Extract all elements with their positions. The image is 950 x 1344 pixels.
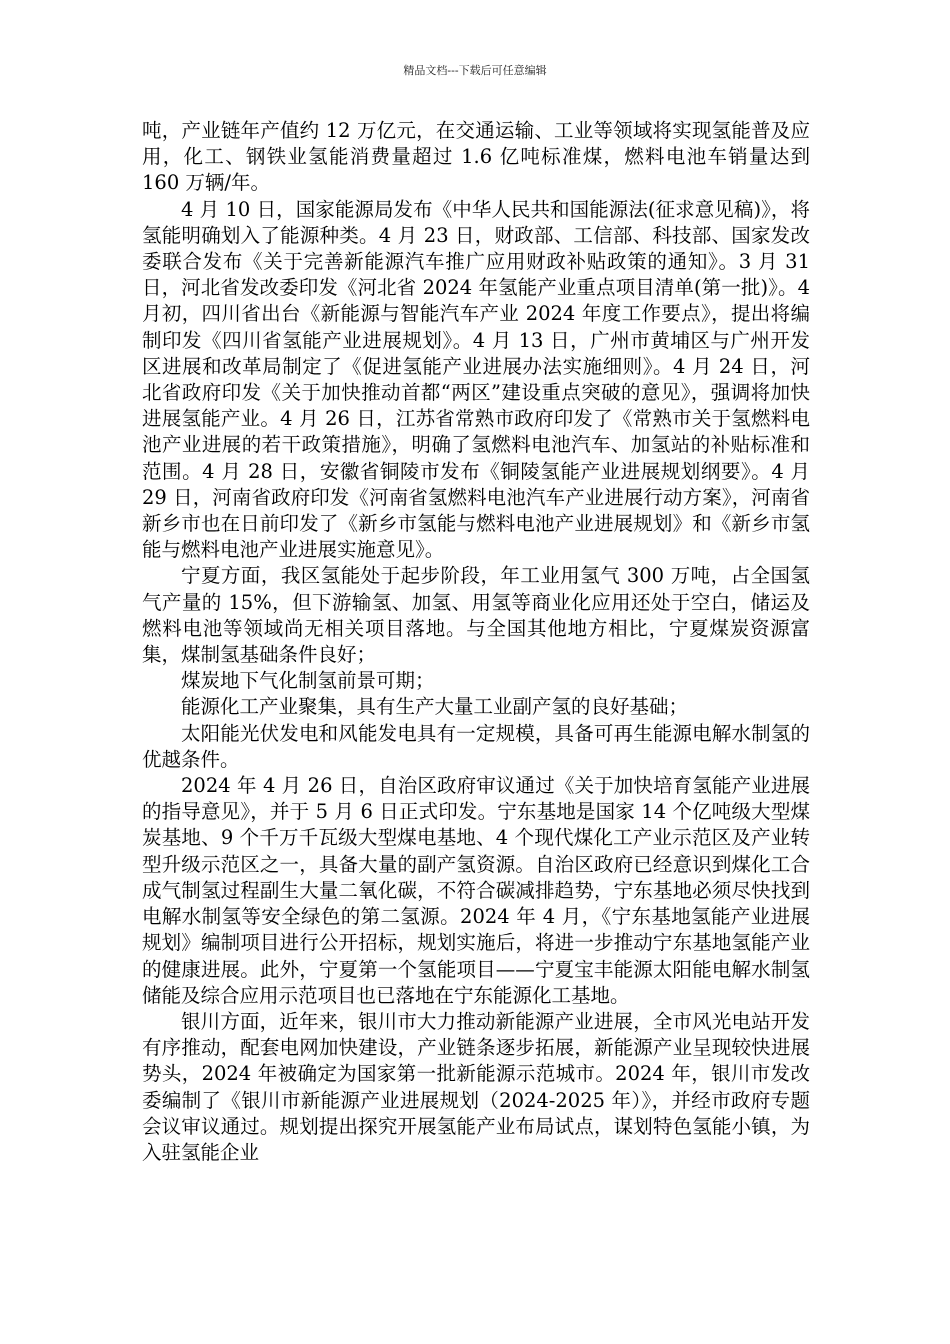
page-header: 精品文档---下载后可任意编辑 (403, 64, 547, 77)
paragraph: 吨，产业链年产值约 12 万亿元，在交通运输、工业等领域将实现氢能普及应用，化工、钢铁业氢能消费量超过 1.6 亿吨标准煤，燃料电池车销量达到 160 万辆/年。 (142, 119, 810, 195)
paragraph: 煤炭地下气化制氢前景可期； (181, 669, 435, 693)
paragraph: 宁夏方面，我区氢能处于起步阶段，年工业用氢气 300 万吨，占全国氢气产量的 15%，但下游输氢、加氢、用氢等商业化应用还处于空白，储运及燃料电池等领域尚无相关项目落地。与全国其他地方相比，宁夏煤炭资源富集，煤制氢基础条件良好； (142, 564, 810, 667)
paragraph: 2024 年 4 月 26 日，自治区政府审议通过《关于加快培育氢能产业进展的指导意见》，并于 5 月 6 日正式印发。宁东基地是国家 14 个亿吨级大型煤炭基地、9 个千万千瓦级大型煤电基地、4 个现代煤化工产业示范区及产业转型升级示范区之一，具备大量的副产氢资源。自治区政府已经意识到煤化工合成气制氢过程副生大量二氧化碳，不符合碳减排趋势，宁东基地必须尽快找到电解水制氢等安全绿色的第二氢源。2024 年 4 月，《宁东基地氢能产业进展规划》编制项目进行公开招标，规划实施后，将进一步推动宁东基地氢能产业的健康进展。此外，宁夏第一个氢能项目——宁夏宝丰能源太阳能电解水制氢储能及综合应用示范项目也已落地在宁东能源化工基地。 (142, 774, 810, 1007)
paragraph: 太阳能光伏发电和风能发电具有一定规模，具备可再生能源电解水制氢的优越条件。 (142, 721, 810, 771)
paragraph: 银川方面，近年来，银川市大力推动新能源产业进展，全市风光电站开发有序推动，配套电网加快建设，产业链条逐步拓展，新能源产业呈现较快进展势头，2024 年被确定为国家第一批新能源示范城市。2024 年，银川市发改委编制了《银川市新能源产业进展规划（2024-2025 年）》，并经市政府专题会议审议通过。规划提出探究开展氢能产业布局试点，谋划特色氢能小镇，为入驻氢能企业 (142, 1009, 810, 1164)
document-body (142, 118, 810, 1166)
paragraph: 能源化工产业聚集，具有生产大量工业副产氢的良好基础； (181, 695, 689, 719)
paragraph: 4 月 10 日，国家能源局发布《中华人民共和国能源法(征求意见稿)》，将氢能明确划入了能源种类。4 月 23 日，财政部、工信部、科技部、国家发改委联合发布《关于完善新能源汽车推广应用财政补贴政策的通知》。3 月 31 日，河北省发改委印发《河北省 2024 年氢能产业重点项目清单(第一批)》。4 月初，四川省出台《新能源与智能汽车产业 2024 年度工作要点》，提出将编制印发《四川省氢能产业进展规划》。4 月 13 日，广州市黄埔区与广州开发区进展和改革局制定了《促进氢能产业进展办法实施细则》。4 月 24 日，河北省政府印发《关于加快推动首都“两区”建设重点突破的意见》，强调将加快进展氢能产业。4 月 26 日，江苏省常熟市政府印发了《常熟市关于氢燃料电池产业进展的若干政策措施》，明确了氢燃料电池汽车、加氢站的补贴标准和范围。4 月 28 日，安徽省铜陵市发布《铜陵氢能产业进展规划纲要》。4 月 29 日，河南省政府印发《河南省氢燃料电池汽车产业进展行动方案》，河南省新乡市也在日前印发了《新乡市氢能与燃料电池产业进展规划》和《新乡市氢能与燃料电池产业进展实施意见》。 (142, 197, 810, 562)
